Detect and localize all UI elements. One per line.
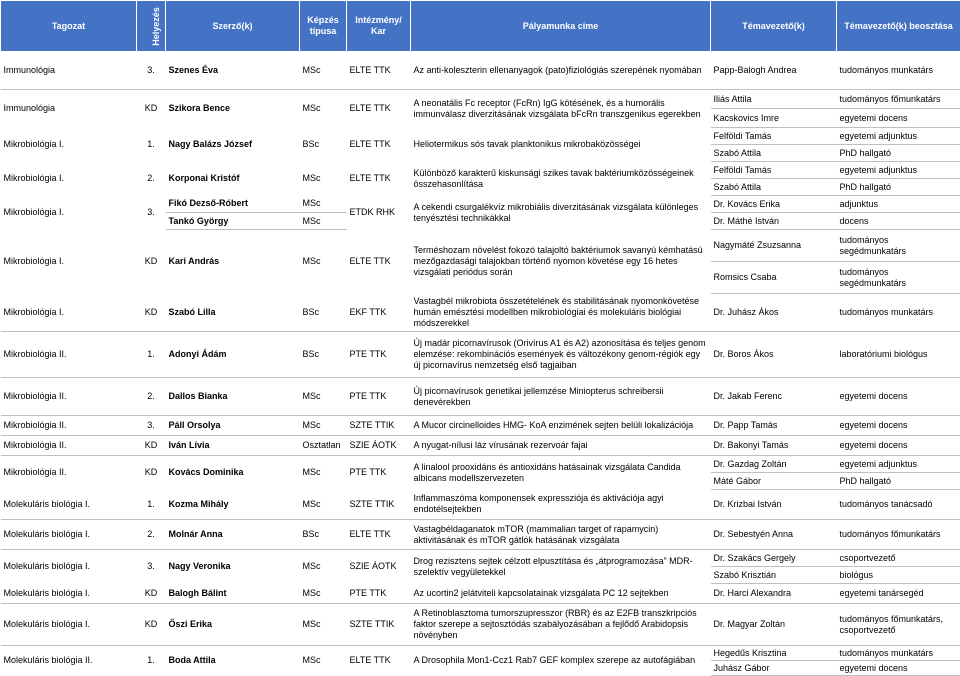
helyezes-cell: KD: [137, 456, 166, 490]
cim-cell: A Retinoblasztoma tumorszupresszor (RBR) és az E2FB transzkripciós faktor szerepe a sejtosztódás szabályozásában a fejlődő Arabidopsis növényben: [411, 604, 711, 646]
tagozat-cell: Molekuláris biológia II.: [1, 646, 137, 676]
temavezeto-cell: Dr. Máthé István: [711, 213, 837, 230]
szerzo-cell: Szenes Éva: [166, 52, 300, 90]
helyezes-cell: 3.: [137, 196, 166, 230]
helyezes-cell: 3.: [137, 416, 166, 436]
tagozat-cell: Mikrobiológia II.: [1, 436, 137, 456]
temavezeto-cell: Papp-Balogh Andrea: [711, 52, 837, 90]
tagozat-cell: Mikrobiológia II.: [1, 332, 137, 378]
cim-cell: A Drosophila Mon1-Ccz1 Rab7 GEF komplex szerepe az autofágiában: [411, 646, 711, 676]
kepzes-cell: MSc: [300, 456, 347, 490]
beosztas-cell: egyetemi docens: [837, 378, 960, 416]
szerzo-cell: Balogh Bálint: [166, 584, 300, 604]
temavezeto-cell: Dr. Boros Ákos: [711, 332, 837, 378]
helyezes-cell: 1.: [137, 490, 166, 520]
kepzes-cell: BSc: [300, 332, 347, 378]
kepzes-cell: MSc: [300, 90, 347, 128]
header-kepzes: Képzés típusa: [300, 1, 347, 52]
beosztas-cell: adjunktus: [837, 196, 960, 213]
szerzo-cell: Boda Attila: [166, 646, 300, 676]
beosztas-cell: egyetemi adjunktus: [837, 456, 960, 473]
beosztas-cell: PhD hallgató: [837, 145, 960, 162]
szerzo-cell: Adonyi Ádám: [166, 332, 300, 378]
beosztas-cell: docens: [837, 213, 960, 230]
header-szerzo: Szerző(k): [166, 1, 300, 52]
temavezeto-cell: Felföldi Tamás: [711, 162, 837, 179]
tagozat-cell: Molekuláris biológia I.: [1, 584, 137, 604]
table-row: [1, 52, 960, 90]
intezmeny-cell: ELTE TTK: [347, 52, 411, 90]
intezmeny-cell: PTE TTK: [347, 456, 411, 490]
intezmeny-cell: ELTE TTK: [347, 520, 411, 550]
table-row: [1, 436, 960, 456]
intezmeny-cell: PTE TTK: [347, 584, 411, 604]
helyezes-cell: 1.: [137, 332, 166, 378]
beosztas-cell: tudományos főmunkatárs: [837, 90, 960, 109]
cim-cell: Drog rezisztens sejtek célzott elpusztítása és „átprogramozása” MDR-szelektív vegyületekkel: [411, 550, 711, 584]
intezmeny-cell: SZTE TTIK: [347, 416, 411, 436]
kepzes-cell: MSc: [300, 378, 347, 416]
beosztas-cell: tudományos munkatárs: [837, 646, 960, 661]
table-row: [1, 90, 960, 109]
szerzo-cell: Őszi Erika: [166, 604, 300, 646]
header-cim: Pályamunka címe: [411, 1, 711, 52]
intezmeny-cell: SZIE ÁOTK: [347, 436, 411, 456]
table-row: [1, 294, 960, 332]
helyezes-cell: 2.: [137, 378, 166, 416]
table-body: [1, 52, 960, 676]
temavezeto-cell: Nagymáté Zsuzsanna: [711, 230, 837, 262]
temavezeto-cell: Szabó Attila: [711, 179, 837, 196]
intezmeny-cell: ELTE TTK: [347, 230, 411, 294]
intezmeny-cell: PTE TTK: [347, 332, 411, 378]
beosztas-cell: egyetemi docens: [837, 109, 960, 128]
intezmeny-cell: SZTE TTIK: [347, 604, 411, 646]
intezmeny-cell: SZIE ÁOTK: [347, 550, 411, 584]
cim-cell: A neonatális Fc receptor (FcRn) IgG kötésének, és a humorális immunválasz diverzitásának vizsgálata bFcRn transzgenikus egerekben: [411, 90, 711, 128]
table-row: [1, 490, 960, 520]
tagozat-cell: Molekuláris biológia I.: [1, 490, 137, 520]
header-beosztas: Témavezető(k) beosztása: [837, 1, 960, 52]
header-intezmeny: Intézmény/ Kar: [347, 1, 411, 52]
table-row: [1, 378, 960, 416]
szerzo-cell: Nagy Veronika: [166, 550, 300, 584]
intezmeny-cell: ETDK RHK: [347, 196, 411, 230]
temavezeto-cell: Dr. Sebestyén Anna: [711, 520, 837, 550]
header-temavezeto: Témavezető(k): [711, 1, 837, 52]
kepzes-cell: Osztatlan: [300, 436, 347, 456]
helyezes-cell: 2.: [137, 162, 166, 196]
cim-cell: A linalool prooxidáns és antioxidáns hatásainak vizsgálata Candida albicans modellszervezeten: [411, 456, 711, 490]
temavezeto-cell: Dr. Juhász Ákos: [711, 294, 837, 332]
tagozat-cell: Molekuláris biológia I.: [1, 520, 137, 550]
kepzes-cell: MSc: [300, 646, 347, 676]
temavezeto-cell: Felföldi Tamás: [711, 128, 837, 145]
table-row: [1, 416, 960, 436]
temavezeto-cell: Dr. Harci Alexandra: [711, 584, 837, 604]
szerzo-cell: Kozma Mihály: [166, 490, 300, 520]
kepzes-cell: MSc: [300, 550, 347, 584]
temavezeto-cell: Szabó Attila: [711, 145, 837, 162]
table-row: [1, 332, 960, 378]
tagozat-cell: Immunológia: [1, 52, 137, 90]
szerzo-cell: Iván Lívia: [166, 436, 300, 456]
kepzes-cell: MSc: [300, 196, 347, 213]
header-row: [1, 1, 960, 52]
table-row: [1, 128, 960, 145]
szerzo-cell: Tankó György: [166, 213, 300, 230]
tagozat-cell: Mikrobiológia I.: [1, 128, 137, 162]
beosztas-cell: tudományos segédmunkatárs: [837, 262, 960, 294]
beosztas-cell: egyetemi docens: [837, 416, 960, 436]
kepzes-cell: MSc: [300, 230, 347, 294]
temavezeto-cell: Dr. Gazdag Zoltán: [711, 456, 837, 473]
szerzo-cell: Fikó Dezső-Róbert: [166, 196, 300, 213]
tagozat-cell: Mikrobiológia I.: [1, 162, 137, 196]
beosztas-cell: tudományos munkatárs: [837, 52, 960, 90]
kepzes-cell: MSc: [300, 490, 347, 520]
tagozat-cell: Mikrobiológia II.: [1, 456, 137, 490]
tagozat-cell: Molekuláris biológia I.: [1, 550, 137, 584]
temavezeto-cell: Kacskovics Imre: [711, 109, 837, 128]
table-row: [1, 230, 960, 262]
beosztas-cell: csoportvezető: [837, 550, 960, 567]
intezmeny-cell: ELTE TTK: [347, 90, 411, 128]
szerzo-cell: Szabó Lilla: [166, 294, 300, 332]
temavezeto-cell: Dr. Kovács Erika: [711, 196, 837, 213]
cim-cell: Új picornavírusok genetikai jellemzése Miniopterus schreibersii denevérekben: [411, 378, 711, 416]
helyezes-cell: 3.: [137, 52, 166, 90]
table-row: [1, 520, 960, 550]
cim-cell: A nyugat-nílusi láz vírusának rezervoár fajai: [411, 436, 711, 456]
temavezeto-cell: Romsics Csaba: [711, 262, 837, 294]
helyezes-cell: KD: [137, 604, 166, 646]
tagozat-cell: Mikrobiológia I.: [1, 196, 137, 230]
tagozat-cell: Mikrobiológia II.: [1, 416, 137, 436]
helyezes-cell: 3.: [137, 550, 166, 584]
beosztas-cell: egyetemi adjunktus: [837, 162, 960, 179]
cim-cell: Vastagbél mikrobiota összetételének és stabilitásának nyomonkövetése humán emésztési modellben mikrobiológiai és molekuláris biológiai módszerekkel: [411, 294, 711, 332]
cim-cell: Az ucortin2 jelátviteli kapcsolatainak vizsgálata PC 12 sejtekben: [411, 584, 711, 604]
szerzo-cell: Kari András: [166, 230, 300, 294]
cim-cell: Inflammaszóma komponensek expressziója és aktivációja agyi endotélsejtekben: [411, 490, 711, 520]
kepzes-cell: MSc: [300, 213, 347, 230]
temavezeto-cell: Dr. Krizbai István: [711, 490, 837, 520]
kepzes-cell: MSc: [300, 584, 347, 604]
cim-cell: Heliotermikus sós tavak planktonikus mikrobaközösségei: [411, 128, 711, 162]
beosztas-cell: PhD hallgató: [837, 179, 960, 196]
table-row: [1, 604, 960, 646]
intezmeny-cell: PTE TTK: [347, 378, 411, 416]
temavezeto-cell: Dr. Magyar Zoltán: [711, 604, 837, 646]
cim-cell: A cekendi csurgalékvíz mikrobiális diverzitásának vizsgálata különleges tenyésztési technikákkal: [411, 196, 711, 230]
beosztas-cell: biológus: [837, 567, 960, 584]
temavezeto-cell: Juhász Gábor: [711, 661, 837, 676]
table-row: [1, 196, 960, 213]
kepzes-cell: MSc: [300, 416, 347, 436]
table-row: [1, 584, 960, 604]
kepzes-cell: BSc: [300, 294, 347, 332]
cim-cell: Új madár picornavírusok (Orivírus A1 és A2) azonosítása és teljes genom elemzése: rekombinációs események és változékony genom-régiók egy új picornavírus nemzetség első tagjaiban: [411, 332, 711, 378]
helyezes-cell: 2.: [137, 520, 166, 550]
beosztas-cell: tudományos főmunkatárs, csoportvezető: [837, 604, 960, 646]
kepzes-cell: BSc: [300, 520, 347, 550]
header-tagozat: Tagozat: [1, 1, 137, 52]
beosztas-cell: tudományos tanácsadó: [837, 490, 960, 520]
szerzo-cell: Szikora Bence: [166, 90, 300, 128]
tagozat-cell: Immunológia: [1, 90, 137, 128]
szerzo-cell: Kovács Dominika: [166, 456, 300, 490]
tagozat-cell: Mikrobiológia I.: [1, 230, 137, 294]
beosztas-cell: laboratóriumi biológus: [837, 332, 960, 378]
cim-cell: Különböző karakterű kiskunsági szikes tavak baktériumközösségeinek összehasonlítása: [411, 162, 711, 196]
temavezeto-cell: Máté Gábor: [711, 473, 837, 490]
helyezes-cell: KD: [137, 230, 166, 294]
temavezeto-cell: Dr. Papp Tamás: [711, 416, 837, 436]
helyezes-cell: KD: [137, 584, 166, 604]
table-row: [1, 550, 960, 567]
intezmeny-cell: EKF TTK: [347, 294, 411, 332]
beosztas-cell: egyetemi docens: [837, 661, 960, 676]
kepzes-cell: BSc: [300, 128, 347, 162]
temavezeto-cell: Szabó Krisztián: [711, 567, 837, 584]
intezmeny-cell: ELTE TTK: [347, 162, 411, 196]
beosztas-cell: PhD hallgató: [837, 473, 960, 490]
kepzes-cell: MSc: [300, 52, 347, 90]
helyezes-cell: KD: [137, 436, 166, 456]
table-row: [1, 162, 960, 179]
beosztas-cell: tudományos főmunkatárs: [837, 520, 960, 550]
szerzo-cell: Dallos Bianka: [166, 378, 300, 416]
helyezes-cell: KD: [137, 90, 166, 128]
header-helyezes: Helyezés: [137, 1, 166, 52]
helyezes-cell: 1.: [137, 128, 166, 162]
beosztas-cell: egyetemi docens: [837, 436, 960, 456]
temavezeto-cell: Dr. Jakab Ferenc: [711, 378, 837, 416]
table-row: [1, 456, 960, 473]
tagozat-cell: Molekuláris biológia I.: [1, 604, 137, 646]
beosztas-cell: tudományos segédmunkatárs: [837, 230, 960, 262]
table-row: [1, 646, 960, 661]
kepzes-cell: MSc: [300, 604, 347, 646]
beosztas-cell: tudományos munkatárs: [837, 294, 960, 332]
tagozat-cell: Mikrobiológia II.: [1, 378, 137, 416]
intezmeny-cell: SZTE TTIK: [347, 490, 411, 520]
temavezeto-cell: Hegedűs Krisztina: [711, 646, 837, 661]
temavezeto-cell: Dr. Bakonyi Tamás: [711, 436, 837, 456]
szerzo-cell: Páll Orsolya: [166, 416, 300, 436]
szerzo-cell: Korponai Kristóf: [166, 162, 300, 196]
temavezeto-cell: Dr. Szakács Gergely: [711, 550, 837, 567]
cim-cell: A Mucor circinelloides HMG- KoA enzimének sejten belüli lokalizációja: [411, 416, 711, 436]
cim-cell: Az anti-koleszterin ellenanyagok (pato)fiziológiás szerepének nyomában: [411, 52, 711, 90]
tagozat-cell: Mikrobiológia I.: [1, 294, 137, 332]
helyezes-cell: 1.: [137, 646, 166, 676]
cim-cell: Vastagbéldaganatok mTOR (mammalian target of rapamycin) aktivitásának és mTOR gátlók hatásának vizsgálata: [411, 520, 711, 550]
cim-cell: Terméshozam növelést fokozó talajoltó baktériumok savanyú kémhatású mezőgazdasági talajokban történő nyomon követése egy 16 hetes vizsgálati periódus során: [411, 230, 711, 294]
intezmeny-cell: ELTE TTK: [347, 128, 411, 162]
beosztas-cell: egyetemi adjunktus: [837, 128, 960, 145]
intezmeny-cell: ELTE TTK: [347, 646, 411, 676]
beosztas-cell: egyetemi tanársegéd: [837, 584, 960, 604]
szerzo-cell: Molnár Anna: [166, 520, 300, 550]
helyezes-cell: KD: [137, 294, 166, 332]
temavezeto-cell: Iliás Attila: [711, 90, 837, 109]
szerzo-cell: Nagy Balázs József: [166, 128, 300, 162]
kepzes-cell: MSc: [300, 162, 347, 196]
